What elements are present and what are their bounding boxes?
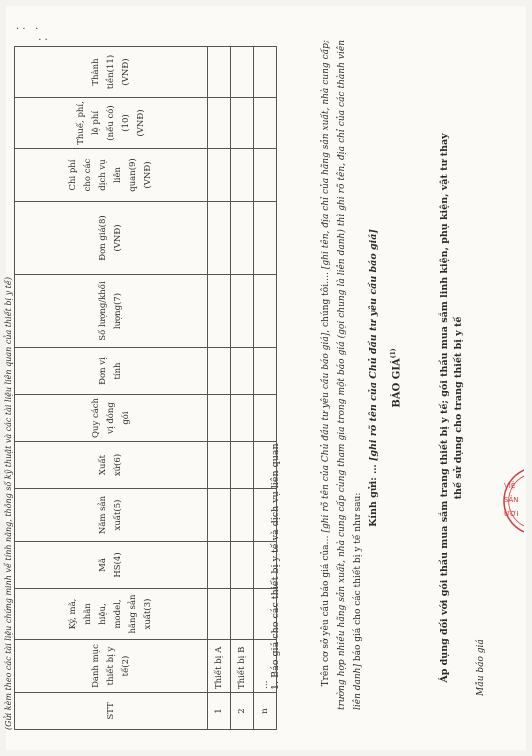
col-header-unit-price: Đơn giá(8) (VNĐ) <box>15 202 208 275</box>
table-header-row <box>15 47 208 730</box>
row-stt: 1 <box>208 693 231 730</box>
body-paragraph <box>318 40 366 710</box>
cell <box>231 149 254 202</box>
cell <box>231 202 254 275</box>
para-part-c: , chúng tôi…. <box>321 272 331 333</box>
intro-text: Áp dụng đối với gói thầu mua sắm trang thiết bị y tế; gói thầu mua sắm linh kiện, phụ kiện, vật tư thay thế sử dụng cho trang thiết bị y tế <box>439 133 464 683</box>
cell <box>208 98 231 149</box>
row-item: Thiết bị A <box>208 640 231 693</box>
stamp-line-1: VIỆ <box>504 482 516 490</box>
row-item: … <box>254 640 277 693</box>
cell <box>254 395 277 442</box>
cell <box>208 149 231 202</box>
cell <box>208 395 231 442</box>
cell <box>208 589 231 640</box>
col-header-service-cost: Chi phí cho các dịch vụ liên quan(9) (VNĐ) <box>15 149 208 202</box>
recipient-label: Kính gửi: … <box>368 464 379 527</box>
cell <box>231 489 254 542</box>
title-text: BÁO GIÁ <box>391 358 403 408</box>
cell <box>208 442 231 489</box>
cell <box>254 589 277 640</box>
para-part-e: báo giá cho các thiết bị y tế như sau: <box>353 492 363 665</box>
stamp-graphic <box>484 466 524 536</box>
document-title <box>390 6 402 750</box>
stamp-line-2: SẢN <box>504 496 519 504</box>
cell <box>208 202 231 275</box>
cell <box>208 348 231 395</box>
cell <box>231 275 254 348</box>
cell <box>208 47 231 98</box>
col-header-stt: STT <box>15 693 208 730</box>
col-header-brand-model: Ký, mã, nhãn hiệu, model, hãng sản xuất(3) <box>15 589 208 640</box>
col-header-unit: Đơn vị tính <box>15 348 208 395</box>
cell <box>208 275 231 348</box>
col-header-total: Thành tiền(11) (VNĐ) <box>15 47 208 98</box>
cell <box>231 47 254 98</box>
cell <box>254 275 277 348</box>
table-row <box>254 47 277 730</box>
quote-table <box>14 46 277 730</box>
cell <box>254 98 277 149</box>
cell <box>231 442 254 489</box>
col-header-tax-fee: Thuế, phí, lệ phí (nếu có)(10) (VNĐ) <box>15 98 208 149</box>
cell <box>254 47 277 98</box>
para-part-b: [ghi rõ tên của Chủ đầu tư yêu cầu báo giá] <box>321 332 331 533</box>
col-header-packaging: Quy cách vị đóng gói <box>15 395 208 442</box>
col-header-origin: Xuất xứ(6) <box>15 442 208 489</box>
form-label: Mẫu báo giá <box>476 639 486 696</box>
table-row <box>208 47 231 730</box>
cell <box>231 348 254 395</box>
cell <box>208 489 231 542</box>
col-header-item: Danh mục thiết bị y tế(2) <box>15 640 208 693</box>
cell <box>254 489 277 542</box>
col-header-quantity: Số lượng/khối lượng(7) <box>15 275 208 348</box>
stamp-line-3: ƯƠI <box>504 510 519 518</box>
scan-specks: · · · · · <box>16 24 48 46</box>
cell <box>254 149 277 202</box>
cell <box>231 395 254 442</box>
row-stt: 2 <box>231 693 254 730</box>
cell <box>254 202 277 275</box>
para-part-d: [ghi tên, địa chỉ của hãng sản xuất, nhà cung cấp; trường hợp nhiều hãng sản xuất, nhà cung cấp cùng tham gia trong một báo giá (gọi chung là liên danh) thì ghi rõ tên, địa chỉ của các thành viên liên danh] <box>321 40 363 710</box>
table-row <box>231 47 254 730</box>
cell <box>231 542 254 589</box>
para-part-a: Trên cơ sở yêu cầu báo giá của… <box>321 535 331 687</box>
cell <box>254 348 277 395</box>
col-header-hs-code: Mã HS(4) <box>15 542 208 589</box>
section-heading: 1. Báo giá cho các thiết bị y tế và dịch vụ liên quan <box>270 443 281 690</box>
cell <box>231 589 254 640</box>
recipient-value: [ghi rõ tên của Chủ đầu tư yêu cầu báo giá] <box>368 229 379 462</box>
cell <box>208 542 231 589</box>
row-item: Thiết bị B <box>231 640 254 693</box>
col-header-year: Năm sản xuất(5) <box>15 489 208 542</box>
red-stamp <box>484 466 524 536</box>
footnote: (Gửi kèm theo các tài liệu chứng minh về tính năng, thông số kỹ thuật và các tài liệu liên quan của thiết bị y tế) <box>4 277 13 730</box>
cell <box>254 442 277 489</box>
cell <box>231 98 254 149</box>
scanned-page <box>6 6 526 750</box>
cell <box>254 542 277 589</box>
recipient-line <box>368 6 379 750</box>
rotated-document <box>6 6 526 750</box>
row-stt: n <box>254 693 277 730</box>
title-note: (1) <box>390 348 397 359</box>
